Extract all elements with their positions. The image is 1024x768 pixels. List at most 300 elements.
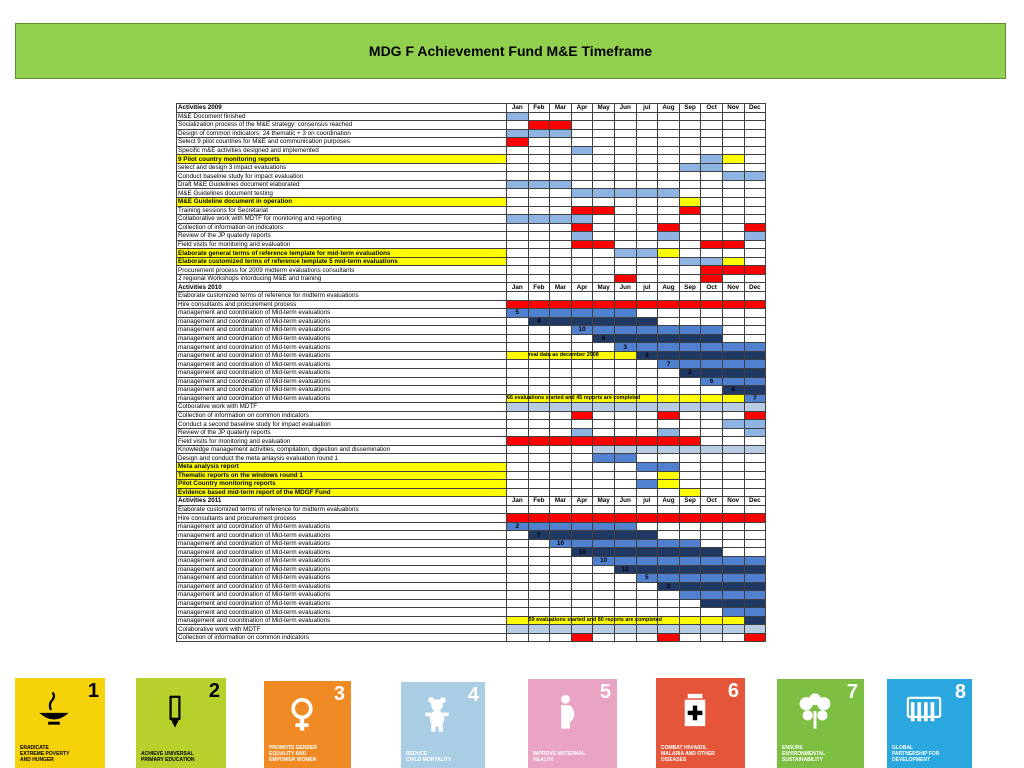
timeline-cell — [593, 386, 615, 395]
timeline-cell — [701, 309, 723, 318]
timeline-cell — [614, 548, 636, 557]
timeline-cell — [636, 386, 658, 395]
activity-label: management and coordination of Mid-term evaluations — [177, 574, 507, 583]
activity-row — [177, 198, 766, 207]
activity-label: Elaborate customized terms of reference for midterm evaluations — [177, 292, 507, 301]
activity-label: management and coordination of Mid-term evaluations — [177, 616, 507, 625]
timeline-cell — [744, 539, 766, 548]
month-header: jul — [636, 104, 658, 113]
timeline-cell — [614, 522, 636, 531]
timeline-cell — [701, 488, 723, 497]
timeline-cell — [744, 155, 766, 164]
timeline-cell — [571, 386, 593, 395]
timeline-cell — [614, 377, 636, 386]
timeline-cell — [571, 334, 593, 343]
timeline-cell — [744, 163, 766, 172]
timeline-cell — [701, 155, 723, 164]
timeline-cell — [571, 343, 593, 352]
timeline-cell — [701, 189, 723, 198]
month-header: Apr — [571, 497, 593, 506]
timeline-cell — [744, 146, 766, 155]
timeline-cell — [528, 351, 599, 360]
timeline-cell — [658, 608, 680, 617]
timeline-cell — [507, 539, 529, 548]
timeline-cell — [658, 480, 680, 489]
activity-label: Pilot Country monitoring reports — [177, 480, 507, 489]
timeline-cell — [528, 633, 550, 642]
timeline-cell — [593, 471, 615, 480]
activity-row — [177, 146, 766, 155]
timeline-cell — [744, 548, 766, 557]
timeline-cell — [701, 454, 723, 463]
mdg-goal-tile-1 — [15, 678, 105, 768]
timeline-cell — [701, 274, 723, 283]
timeline-cell — [658, 420, 680, 429]
timeline-cell — [507, 309, 529, 318]
timeline-cell — [679, 317, 701, 326]
timeline-cell — [701, 574, 723, 583]
timeline-cell — [636, 112, 658, 121]
timeline-cell — [614, 309, 636, 318]
timeline-cell — [507, 608, 529, 617]
timeline-cell — [722, 428, 744, 437]
timeline-cell — [550, 386, 572, 395]
timeline-cell — [744, 616, 766, 625]
goal-caption: ACHIEVE UNIVERSAL PRIMARY EDUCATION — [141, 751, 195, 763]
timeline-cell — [528, 155, 550, 164]
evaluation-count: 7 — [537, 531, 541, 539]
activity-label: select and design 3 impact evaluations — [177, 163, 507, 172]
timeline-cell — [744, 368, 766, 377]
activity-label: management and coordination of Mid-term evaluations — [177, 522, 507, 531]
activity-label: Elaborate general terms of reference template for mid-term evaluations — [177, 249, 507, 258]
timeline-cell — [679, 215, 701, 224]
timeline-cell — [679, 480, 701, 489]
timeline-cell — [614, 403, 636, 412]
timeline-cell — [507, 394, 641, 403]
timeline-cell — [507, 146, 529, 155]
timeline-cell — [722, 565, 744, 574]
activity-row — [177, 565, 766, 574]
goal-number: 5 — [599, 681, 611, 703]
timeline-cell — [550, 223, 572, 232]
timeline-cell — [614, 351, 636, 360]
timeline-cell — [614, 411, 636, 420]
timeline-cell — [636, 539, 658, 548]
timeline-cell — [550, 334, 572, 343]
timeline-cell — [614, 445, 636, 454]
timeline-cell — [550, 505, 572, 514]
timeline-cell — [507, 360, 529, 369]
timeline-cell — [679, 428, 701, 437]
activity-label: management and coordination of Mid-term evaluations — [177, 556, 507, 565]
timeline-cell — [679, 206, 701, 215]
timeline-cell — [722, 403, 744, 412]
timeline-cell — [744, 488, 766, 497]
timeline-cell — [550, 129, 572, 138]
activity-label: management and coordination of Mid-term evaluations — [177, 548, 507, 557]
timeline-cell — [679, 146, 701, 155]
month-header: jul — [636, 283, 658, 292]
activity-row — [177, 574, 766, 583]
timeline-cell — [744, 531, 766, 540]
timeline-cell — [571, 377, 593, 386]
activity-label: Collection of information on indicators — [177, 223, 507, 232]
timeline-cell — [658, 155, 680, 164]
month-header: Aug — [658, 104, 680, 113]
mdg-goal-tile-8 — [887, 679, 972, 768]
mdg-goal-tile-5 — [528, 679, 617, 768]
timeline-cell — [550, 411, 572, 420]
timeline-cell — [571, 437, 593, 446]
mdg-goal-tile-7 — [777, 679, 864, 768]
timeline-cell — [550, 146, 572, 155]
month-header: Aug — [658, 283, 680, 292]
timeline-cell — [701, 146, 723, 155]
activity-label: Knowledge management activities, compilation, digestion and dissemination — [177, 445, 507, 454]
timeline-cell — [636, 300, 658, 309]
timeline-cell — [701, 121, 723, 130]
evaluation-count: 5 — [515, 309, 520, 317]
timeline-cell — [679, 368, 701, 377]
timeline-cell — [679, 240, 701, 249]
timeline-cell — [658, 292, 680, 301]
timeline-cell — [507, 480, 529, 489]
timeline-cell — [679, 223, 701, 232]
timeline-cell — [571, 360, 593, 369]
timeline-cell — [701, 223, 723, 232]
timeline-cell — [679, 471, 701, 480]
evaluation-count: 5 — [645, 574, 649, 582]
timeline-cell — [593, 249, 615, 258]
activity-row — [177, 531, 766, 540]
evaluation-count: 10 — [578, 548, 586, 556]
timeline-cell — [528, 471, 550, 480]
timeline-cell — [571, 548, 593, 557]
timeline-cell — [679, 454, 701, 463]
timeline-cell — [658, 471, 680, 480]
activity-label: Hire consultants and procurement process — [177, 300, 507, 309]
timeline-cell — [550, 625, 572, 634]
timeline-cell — [507, 206, 529, 215]
timeline-cell — [614, 249, 636, 258]
timeline-cell — [571, 582, 593, 591]
timeline-cell — [636, 232, 658, 241]
timeline-cell — [593, 317, 615, 326]
timeline-cell — [528, 582, 550, 591]
timeline-cell — [679, 462, 701, 471]
evaluation-count: 6 — [601, 335, 606, 343]
timeline-cell — [571, 292, 593, 301]
activity-row — [177, 172, 766, 181]
timeline-cell — [722, 616, 744, 625]
timeline-cell — [614, 112, 636, 121]
timeline-cell — [722, 351, 744, 360]
timeline-cell — [571, 309, 593, 318]
timeline-cell — [658, 574, 680, 583]
timeline-cell — [722, 462, 744, 471]
timeline-cell — [614, 582, 636, 591]
timeline-cell — [507, 599, 529, 608]
timeline-cell — [593, 266, 615, 275]
goal-number: 8 — [954, 681, 966, 703]
timeline-cell — [550, 368, 572, 377]
timeline-cell — [550, 112, 572, 121]
timeline-cell — [636, 548, 658, 557]
timeline-cell — [614, 360, 636, 369]
month-header: Mar — [550, 283, 572, 292]
timeline-cell — [550, 556, 572, 565]
timeline-cell — [593, 309, 615, 318]
timeline-cell — [528, 334, 550, 343]
timeline-cell — [550, 163, 572, 172]
timeline-cell — [722, 121, 744, 130]
timeline-cell — [636, 582, 658, 591]
evaluation-count: 7 — [753, 394, 757, 402]
timeline-cell — [593, 591, 615, 600]
timeline-cell — [614, 172, 636, 181]
activity-label: management and coordination of Mid-term evaluations — [177, 394, 507, 403]
timeline-cell — [636, 129, 658, 138]
timeline-cell — [658, 121, 680, 130]
timeline-cell — [679, 565, 701, 574]
timeline-cell — [528, 505, 550, 514]
timeline-cell — [701, 138, 723, 147]
month-header: Oct — [701, 104, 723, 113]
timeline-cell — [571, 599, 593, 608]
timeline-cell — [614, 223, 636, 232]
timeline-cell — [636, 480, 658, 489]
timeline-cell — [528, 232, 550, 241]
timeline-cell — [571, 266, 593, 275]
timeline-cell — [593, 531, 615, 540]
goal-caption: REDUCE CHILD MORTALITY — [406, 751, 452, 763]
timeline-cell — [701, 249, 723, 258]
timeline-cell — [679, 574, 701, 583]
activity-label: Socialization process of the M&E strategy: consensus reached — [177, 121, 507, 130]
timeline-cell — [550, 608, 572, 617]
activity-label: management and coordination of Mid-term evaluations — [177, 608, 507, 617]
timeline-cell — [744, 240, 766, 249]
activity-row — [177, 514, 766, 523]
timeline-cell — [636, 257, 658, 266]
activity-label: M&E Document finished — [177, 112, 507, 121]
timeline-cell — [550, 522, 572, 531]
timeline-cell — [701, 633, 723, 642]
timeframe-gantt-table — [176, 103, 766, 642]
timeline-cell — [614, 334, 636, 343]
goal-caption: COMBAT HIV/AIDS, MALARIA AND OTHER DISEASES — [661, 745, 715, 763]
timeline-cell — [722, 386, 744, 395]
timeline-cell — [593, 599, 615, 608]
timeline-cell — [722, 326, 744, 335]
timeline-cell — [701, 368, 723, 377]
timeline-cell — [744, 189, 766, 198]
timeline-cell — [507, 257, 529, 266]
timeline-cell — [722, 471, 744, 480]
timeline-cell — [701, 394, 723, 403]
timeline-cell — [571, 454, 593, 463]
mdg-goal-tile-2 — [136, 678, 226, 768]
timeline-cell — [679, 548, 701, 557]
activity-label: Thematic reports on the windows round 1 — [177, 471, 507, 480]
activity-row — [177, 411, 766, 420]
activity-row — [177, 616, 766, 625]
activity-row — [177, 351, 766, 360]
goal-number: 6 — [727, 680, 739, 702]
timeline-cell — [550, 539, 572, 548]
activity-row — [177, 556, 766, 565]
timeline-cell — [571, 121, 593, 130]
timeline-cell — [528, 189, 550, 198]
activity-label: 2 regional Workshops intorducing M&E and training — [177, 274, 507, 283]
timeline-cell — [679, 121, 701, 130]
timeline-cell — [679, 394, 701, 403]
timeline-cell — [593, 437, 615, 446]
timeline-cell — [722, 599, 744, 608]
timeline-cell — [528, 539, 550, 548]
activity-row — [177, 249, 766, 258]
timeline-cell — [658, 522, 680, 531]
timeline-cell — [614, 368, 636, 377]
activity-label: management and coordination of Mid-term evaluations — [177, 368, 507, 377]
timeline-cell — [507, 343, 529, 352]
month-header: Apr — [571, 104, 593, 113]
timeline-cell — [658, 266, 680, 275]
timeline-cell — [722, 556, 744, 565]
timeline-cell — [593, 223, 615, 232]
timeline-cell — [528, 445, 550, 454]
goal-caption: PROMOTE GENDER EQUALITY AND EMPOWER WOMEN — [269, 745, 318, 763]
timeline-cell — [636, 522, 658, 531]
activity-row — [177, 428, 766, 437]
activity-row — [177, 257, 766, 266]
timeline-cell — [614, 274, 636, 283]
timeline-cell — [507, 300, 529, 309]
mdg-goal-tile-3 — [264, 681, 351, 768]
activity-label: management and coordination of Mid-term evaluations — [177, 591, 507, 600]
timeline-cell — [571, 488, 593, 497]
timeline-cell — [507, 556, 529, 565]
activity-row — [177, 394, 766, 403]
month-header: Mar — [550, 497, 572, 506]
timeline-cell — [550, 445, 572, 454]
timeline-cell — [701, 514, 723, 523]
timeline-cell — [701, 240, 723, 249]
timeline-cell — [614, 206, 636, 215]
activity-label: Select 9 pilot countries for M&E and communication purposes — [177, 138, 507, 147]
timeline-cell — [571, 556, 593, 565]
timeline-cell — [507, 138, 529, 147]
timeline-cell — [636, 514, 658, 523]
timeline-cell — [507, 403, 529, 412]
timeline-cell — [722, 411, 744, 420]
timeline-cell — [636, 454, 658, 463]
timeline-cell — [658, 189, 680, 198]
timeline-cell — [571, 591, 593, 600]
timeline-cell — [507, 292, 529, 301]
timeline-cell — [744, 232, 766, 241]
activity-row — [177, 386, 766, 395]
timeline-cell — [593, 565, 615, 574]
timeline-cell — [550, 266, 572, 275]
timeline-cell — [722, 608, 744, 617]
timeline-cell — [614, 266, 636, 275]
timeline-cell — [528, 343, 550, 352]
timeline-cell — [679, 112, 701, 121]
timeline-cell — [528, 574, 550, 583]
timeline-cell — [722, 249, 744, 258]
timeline-cell — [658, 351, 680, 360]
timeline-cell — [550, 462, 572, 471]
activity-label: Elaborate customized terms of reference for midterm evaluations — [177, 505, 507, 514]
timeline-cell — [507, 488, 529, 497]
activity-label: management and coordination of Mid-term evaluations — [177, 334, 507, 343]
timeline-cell — [701, 462, 723, 471]
timeline-cell — [528, 317, 550, 326]
timeline-cell — [614, 386, 636, 395]
timeline-cell — [744, 394, 766, 403]
timeline-cell — [744, 206, 766, 215]
timeline-cell — [658, 454, 680, 463]
month-header: Jan — [507, 497, 529, 506]
timeline-cell — [550, 257, 572, 266]
timeline-cell — [658, 539, 680, 548]
timeline-cell — [571, 240, 593, 249]
activity-row — [177, 240, 766, 249]
timeline-cell — [701, 411, 723, 420]
timeline-cell — [679, 599, 701, 608]
timeline-cell — [593, 608, 615, 617]
timeline-cell — [744, 454, 766, 463]
timeline-cell — [593, 633, 615, 642]
evaluation-count: 2 — [515, 523, 520, 531]
timeline-cell — [528, 565, 550, 574]
timeline-cell — [614, 121, 636, 130]
timeline-cell — [550, 403, 572, 412]
timeline-cell — [658, 565, 680, 574]
timeline-cell — [658, 462, 680, 471]
annotation-text: 59 evaluations started and 80 reports are completed — [528, 616, 662, 623]
timeline-cell — [701, 556, 723, 565]
timeline-cell — [614, 437, 636, 446]
timeline-cell — [550, 215, 572, 224]
timeline-cell — [528, 223, 550, 232]
timeline-cell — [571, 232, 593, 241]
timeline-cell — [722, 360, 744, 369]
timeline-cell — [636, 599, 658, 608]
timeline-cell — [593, 232, 615, 241]
activity-label: Colaborative work with MDTF — [177, 625, 507, 634]
timeline-cell — [701, 112, 723, 121]
timeline-cell — [507, 462, 529, 471]
timeline-cell — [571, 155, 593, 164]
timeline-cell — [701, 351, 723, 360]
month-header: Sep — [679, 283, 701, 292]
timeline-cell — [744, 608, 766, 617]
timeline-cell — [528, 454, 550, 463]
timeline-cell — [679, 180, 701, 189]
timeline-cell — [528, 138, 550, 147]
activity-label: Draft M&E Guidelines document elaborated — [177, 180, 507, 189]
activity-row — [177, 129, 766, 138]
timeline-cell — [722, 437, 744, 446]
timeline-cell — [528, 274, 550, 283]
month-header: May — [593, 497, 615, 506]
timeline-cell — [636, 266, 658, 275]
timeline-cell — [701, 163, 723, 172]
timeline-cell — [593, 129, 615, 138]
